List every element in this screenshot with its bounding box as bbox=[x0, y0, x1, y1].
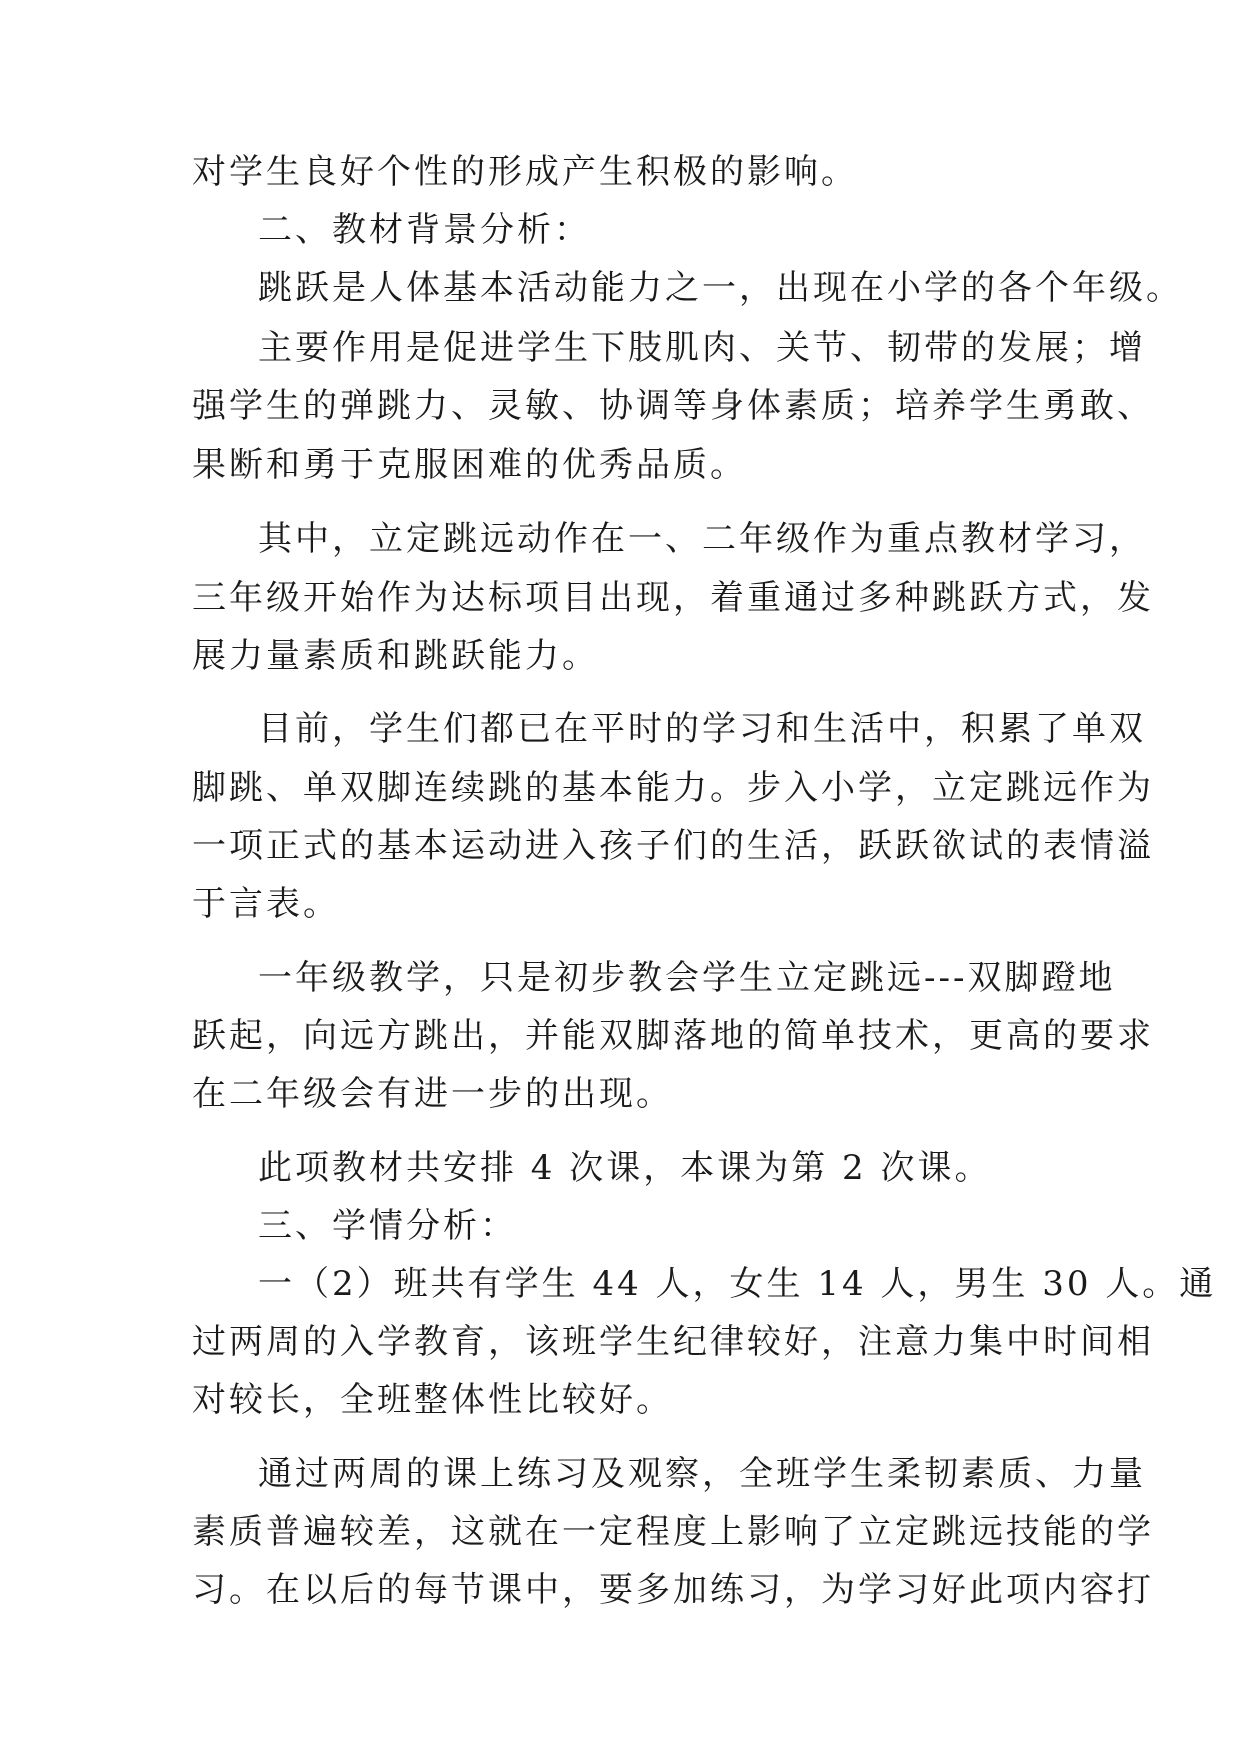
text-line: 通过两周的课上练习及观察，全班学生柔韧素质、力量 bbox=[258, 1454, 1146, 1494]
text-line: 主要作用是促进学生下肢肌肉、关节、韧带的发展；增 bbox=[258, 328, 1146, 368]
text-line: 脚跳、单双脚连续跳的基本能力。步入小学，立定跳远作为 bbox=[192, 768, 1154, 808]
text-line: 对学生良好个性的形成产生积极的影响。 bbox=[192, 152, 858, 192]
text-line: 强学生的弹跳力、灵敏、协调等身体素质；培养学生勇敢、 bbox=[192, 386, 1154, 426]
text-line: 素质普遍较差，这就在一定程度上影响了立定跳远技能的学 bbox=[192, 1512, 1154, 1552]
text-line: 一项正式的基本运动进入孩子们的生活，跃跃欲试的表情溢 bbox=[192, 826, 1154, 866]
text-line: 跃起，向远方跳出，并能双脚落地的简单技术，更高的要求 bbox=[192, 1016, 1154, 1056]
text-line: 果断和勇于克服困难的优秀品质。 bbox=[192, 445, 747, 485]
text-line: 跳跃是人体基本活动能力之一，出现在小学的各个年级。 bbox=[258, 268, 1183, 308]
text-line: 习。在以后的每节课中，要多加练习，为学习好此项内容打 bbox=[192, 1570, 1154, 1610]
text-line: 在二年级会有进一步的出现。 bbox=[192, 1074, 673, 1114]
text-line: 此项教材共安排 4 次课，本课为第 2 次课。 bbox=[258, 1148, 992, 1188]
text-line: 三年级开始作为达标项目出现，着重通过多种跳跃方式，发 bbox=[192, 578, 1154, 618]
text-line: 目前，学生们都已在平时的学习和生活中，积累了单双 bbox=[258, 709, 1146, 749]
text-line: 一（2）班共有学生 44 人，女生 14 人，男生 30 人。通 bbox=[258, 1264, 1217, 1304]
text-line: 其中，立定跳远动作在一、二年级作为重点教材学习， bbox=[258, 519, 1146, 559]
text-line: 展力量素质和跳跃能力。 bbox=[192, 636, 599, 676]
text-line: 对较长，全班整体性比较好。 bbox=[192, 1380, 673, 1420]
section-heading: 二、教材背景分析： bbox=[258, 210, 591, 250]
text-line: 于言表。 bbox=[192, 884, 340, 924]
text-line: 过两周的入学教育，该班学生纪律较好，注意力集中时间相 bbox=[192, 1322, 1154, 1362]
text-line: 一年级教学，只是初步教会学生立定跳远---双脚蹬地 bbox=[258, 958, 1116, 998]
section-heading: 三、学情分析： bbox=[258, 1206, 517, 1246]
